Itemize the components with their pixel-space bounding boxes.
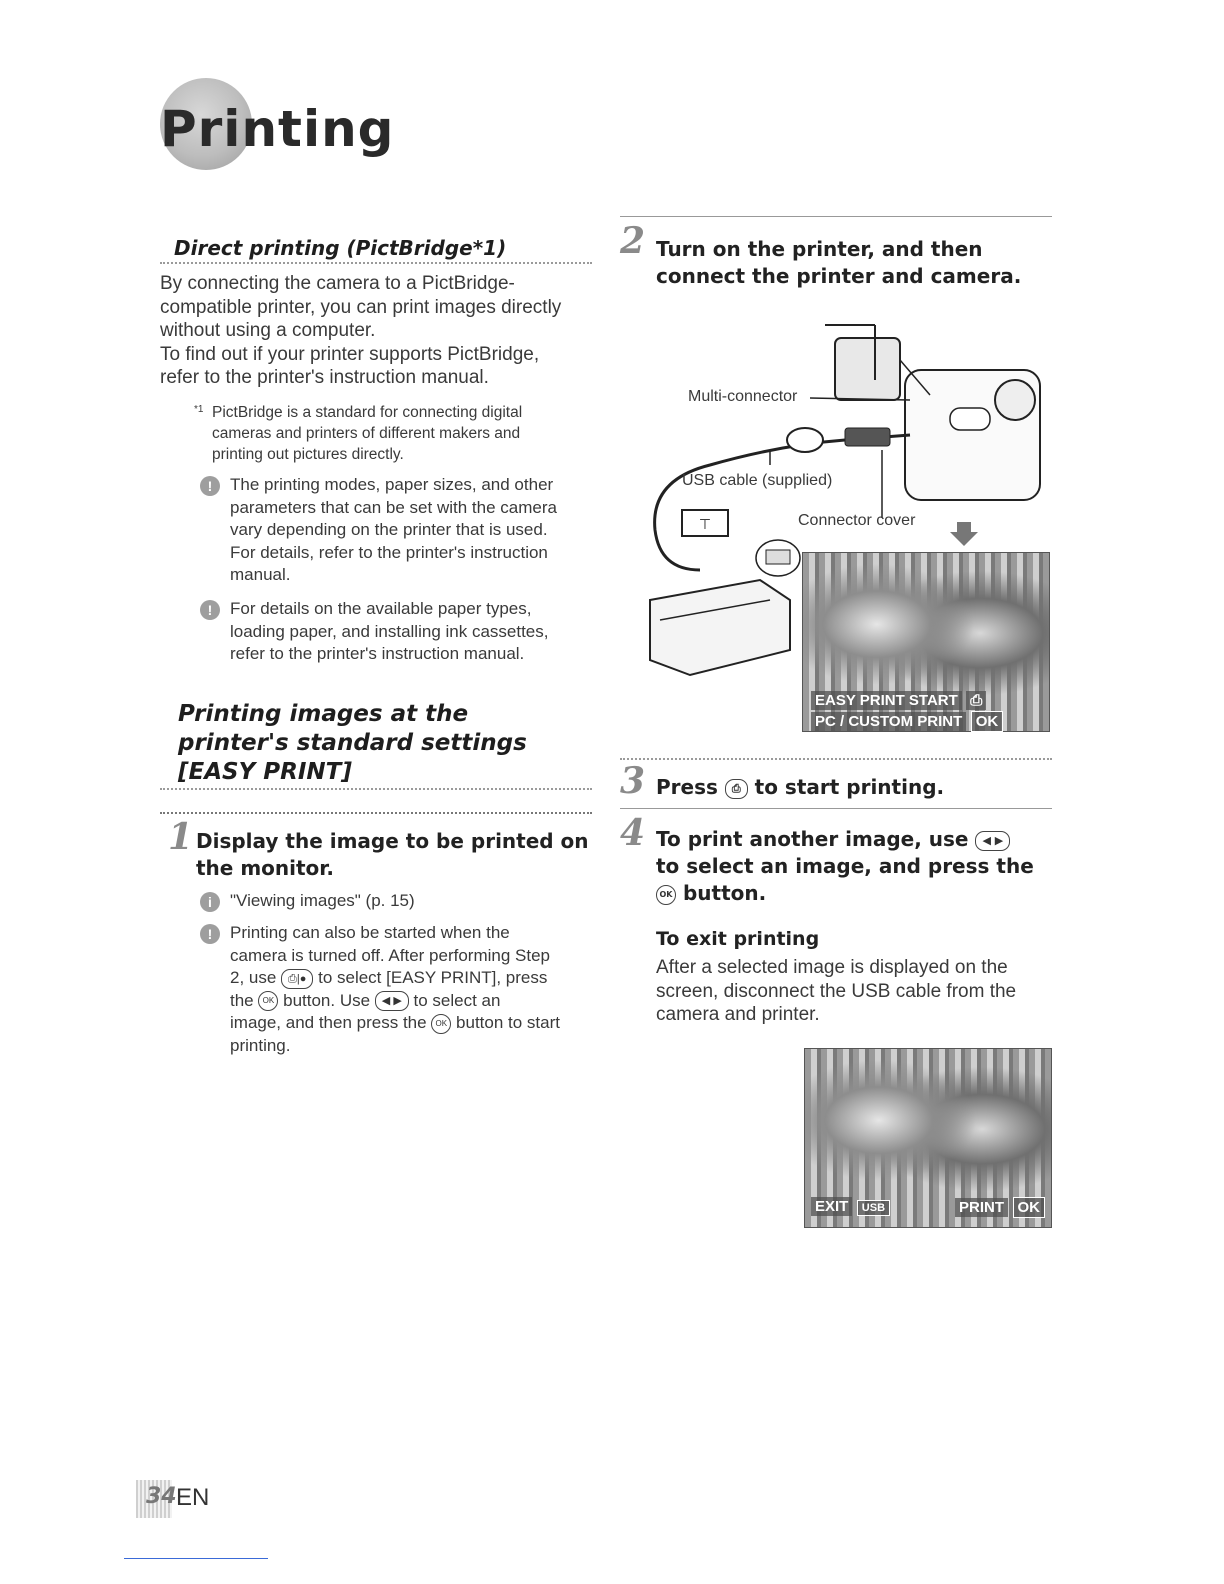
intro-paragraph — [160, 272, 600, 390]
text-line: refer to the printer's instruction manual. — [230, 644, 525, 663]
note-icon: i — [200, 892, 220, 912]
arrow-pad-icon: ◀ ▶ — [375, 991, 409, 1011]
ferrite-core — [787, 428, 823, 452]
exit-heading: To exit printing — [656, 928, 820, 950]
label-connector-cover: Connector cover — [798, 512, 916, 529]
text-line: refer to the printer's instruction manual. — [160, 367, 489, 388]
osd-custom-print: PC / CUSTOM PRINT — [811, 712, 966, 731]
text-line: For details, refer to the printer's instruction — [230, 542, 548, 562]
text-fragment: to select [EASY PRINT], press — [318, 968, 548, 987]
camera-flash — [950, 408, 990, 430]
text-fragment: to select an — [413, 990, 501, 1010]
osd-ok-icon: OK — [1013, 1197, 1046, 1218]
label-multi-connector: Multi-connector — [688, 388, 798, 405]
print-button-icon: ⎙|● — [281, 969, 313, 989]
text-line: to select an image, and press the — [656, 854, 1034, 878]
heading-line: Display the image to be printed on — [196, 829, 589, 853]
text-line: Printing can also be started when the — [230, 923, 510, 942]
osd-print: PRINT — [955, 1198, 1008, 1217]
text-fragment: button to start — [456, 1013, 560, 1032]
divider — [620, 758, 1052, 760]
note-paper-types — [200, 598, 600, 666]
osd-usb-icon: USB — [857, 1200, 890, 1216]
ok-button-icon: OK — [431, 1014, 451, 1034]
divider — [620, 216, 1052, 217]
note-viewing-images — [200, 890, 600, 913]
section-heading-easy-print — [178, 700, 598, 787]
note-icon: ! — [200, 924, 220, 944]
text-line: printing out pictures directly. — [212, 446, 404, 463]
text-line: loading paper, and installing ink cassettes, — [230, 621, 549, 641]
text-line — [230, 967, 600, 990]
divider — [160, 812, 592, 814]
text-line: For details on the available paper types, — [230, 599, 532, 618]
exit-paragraph — [656, 956, 1056, 1027]
footnote — [196, 402, 596, 465]
step1-title — [196, 828, 596, 882]
footnote-mark: *1 — [194, 404, 204, 415]
lcd-screen-exit — [804, 1048, 1052, 1228]
text-line: parameters that can be set with the camera — [230, 497, 557, 517]
print-button-icon: ⎙ — [725, 779, 748, 799]
ok-button-icon: OK — [656, 885, 676, 905]
note-printing-off — [200, 922, 600, 1057]
usb-plug — [845, 428, 890, 446]
text-line — [656, 826, 1056, 853]
text-line: compatible printer, you can print images directly — [160, 296, 562, 318]
arrow-down-icon — [950, 522, 978, 546]
text-line: printing. — [230, 1035, 291, 1055]
label-usb-cable: USB cable (supplied) — [682, 472, 833, 489]
osd-easy-print-start: EASY PRINT START — [811, 691, 962, 710]
note-icon: ! — [200, 476, 220, 496]
usb-symbol-icon: ⊤ — [698, 517, 712, 533]
note-icon: ! — [200, 600, 220, 620]
text-fragment: 2, use — [230, 968, 277, 987]
lcd-screen-easy-print — [802, 552, 1050, 732]
arrow-pad-icon: ◀ ▶ — [975, 831, 1010, 851]
section-heading-direct-printing: Direct printing (PictBridge*1) — [160, 236, 592, 264]
language-code: EN — [176, 1484, 210, 1511]
text-line: By connecting the camera to a PictBridge- — [160, 273, 515, 294]
step-number: 3 — [620, 760, 646, 802]
connector-inset — [835, 338, 900, 400]
page-number: 34 — [146, 1484, 177, 1509]
text-line: manual. — [230, 565, 291, 584]
text-line: without using a computer. — [160, 320, 376, 341]
text-line: vary depending on the printer that is used. — [230, 520, 548, 539]
text-fragment: To print another image, use — [656, 827, 969, 851]
text-line: camera and printer. — [656, 1004, 820, 1025]
step-number: 1 — [168, 816, 194, 858]
heading-line: connect the printer and camera. — [656, 264, 1022, 288]
text-fragment: button. — [682, 881, 767, 905]
divider — [620, 808, 1052, 809]
text-line: screen, disconnect the USB cable from the — [656, 980, 1017, 1002]
osd-exit: EXIT — [811, 1197, 852, 1216]
text-line — [230, 990, 600, 1013]
note-printing-modes — [200, 474, 600, 587]
text-line — [230, 1012, 600, 1035]
text-line: PictBridge is a standard for connecting digital — [212, 404, 523, 421]
heading-line: the monitor. — [196, 856, 334, 880]
camera-lens — [995, 380, 1035, 420]
heading-line: Turn on the printer, and then — [656, 237, 983, 261]
heading-line: printer's standard settings — [178, 730, 527, 756]
note-text: "Viewing images" (p. 15) — [230, 891, 415, 910]
step3-title — [656, 774, 1056, 801]
ok-button-icon: OK — [258, 991, 278, 1011]
step2-title — [656, 236, 1056, 290]
print-button-icon: ⎙ — [966, 691, 986, 710]
text-line: The printing modes, paper sizes, and other — [230, 475, 554, 494]
text-line: camera is turned off. After performing Step — [230, 945, 551, 965]
divider — [160, 788, 592, 790]
text-fragment: Press — [656, 775, 718, 799]
page-title: Printing — [160, 100, 395, 158]
text-fragment: image, and then press the — [230, 1013, 427, 1032]
step-number: 4 — [620, 812, 646, 854]
step-number: 2 — [620, 220, 646, 262]
footer-rule — [124, 1558, 268, 1559]
text-line: cameras and printers of different makers and — [212, 425, 521, 442]
osd-line — [811, 691, 1003, 710]
heading-line: Printing images at the — [178, 701, 469, 727]
text-fragment: to start printing. — [754, 775, 945, 799]
printer-body — [650, 580, 790, 675]
heading-line: [EASY PRINT] — [178, 759, 352, 785]
text-fragment: button. Use — [283, 990, 371, 1010]
text-fragment: the — [230, 990, 254, 1010]
text-line — [656, 880, 1056, 907]
text-line: After a selected image is displayed on the — [656, 957, 1008, 978]
step4-title — [656, 826, 1056, 907]
osd-line — [811, 711, 1003, 732]
osd-ok-icon: OK — [971, 711, 1004, 732]
text-line: To find out if your printer supports PictBridge, — [160, 343, 540, 365]
